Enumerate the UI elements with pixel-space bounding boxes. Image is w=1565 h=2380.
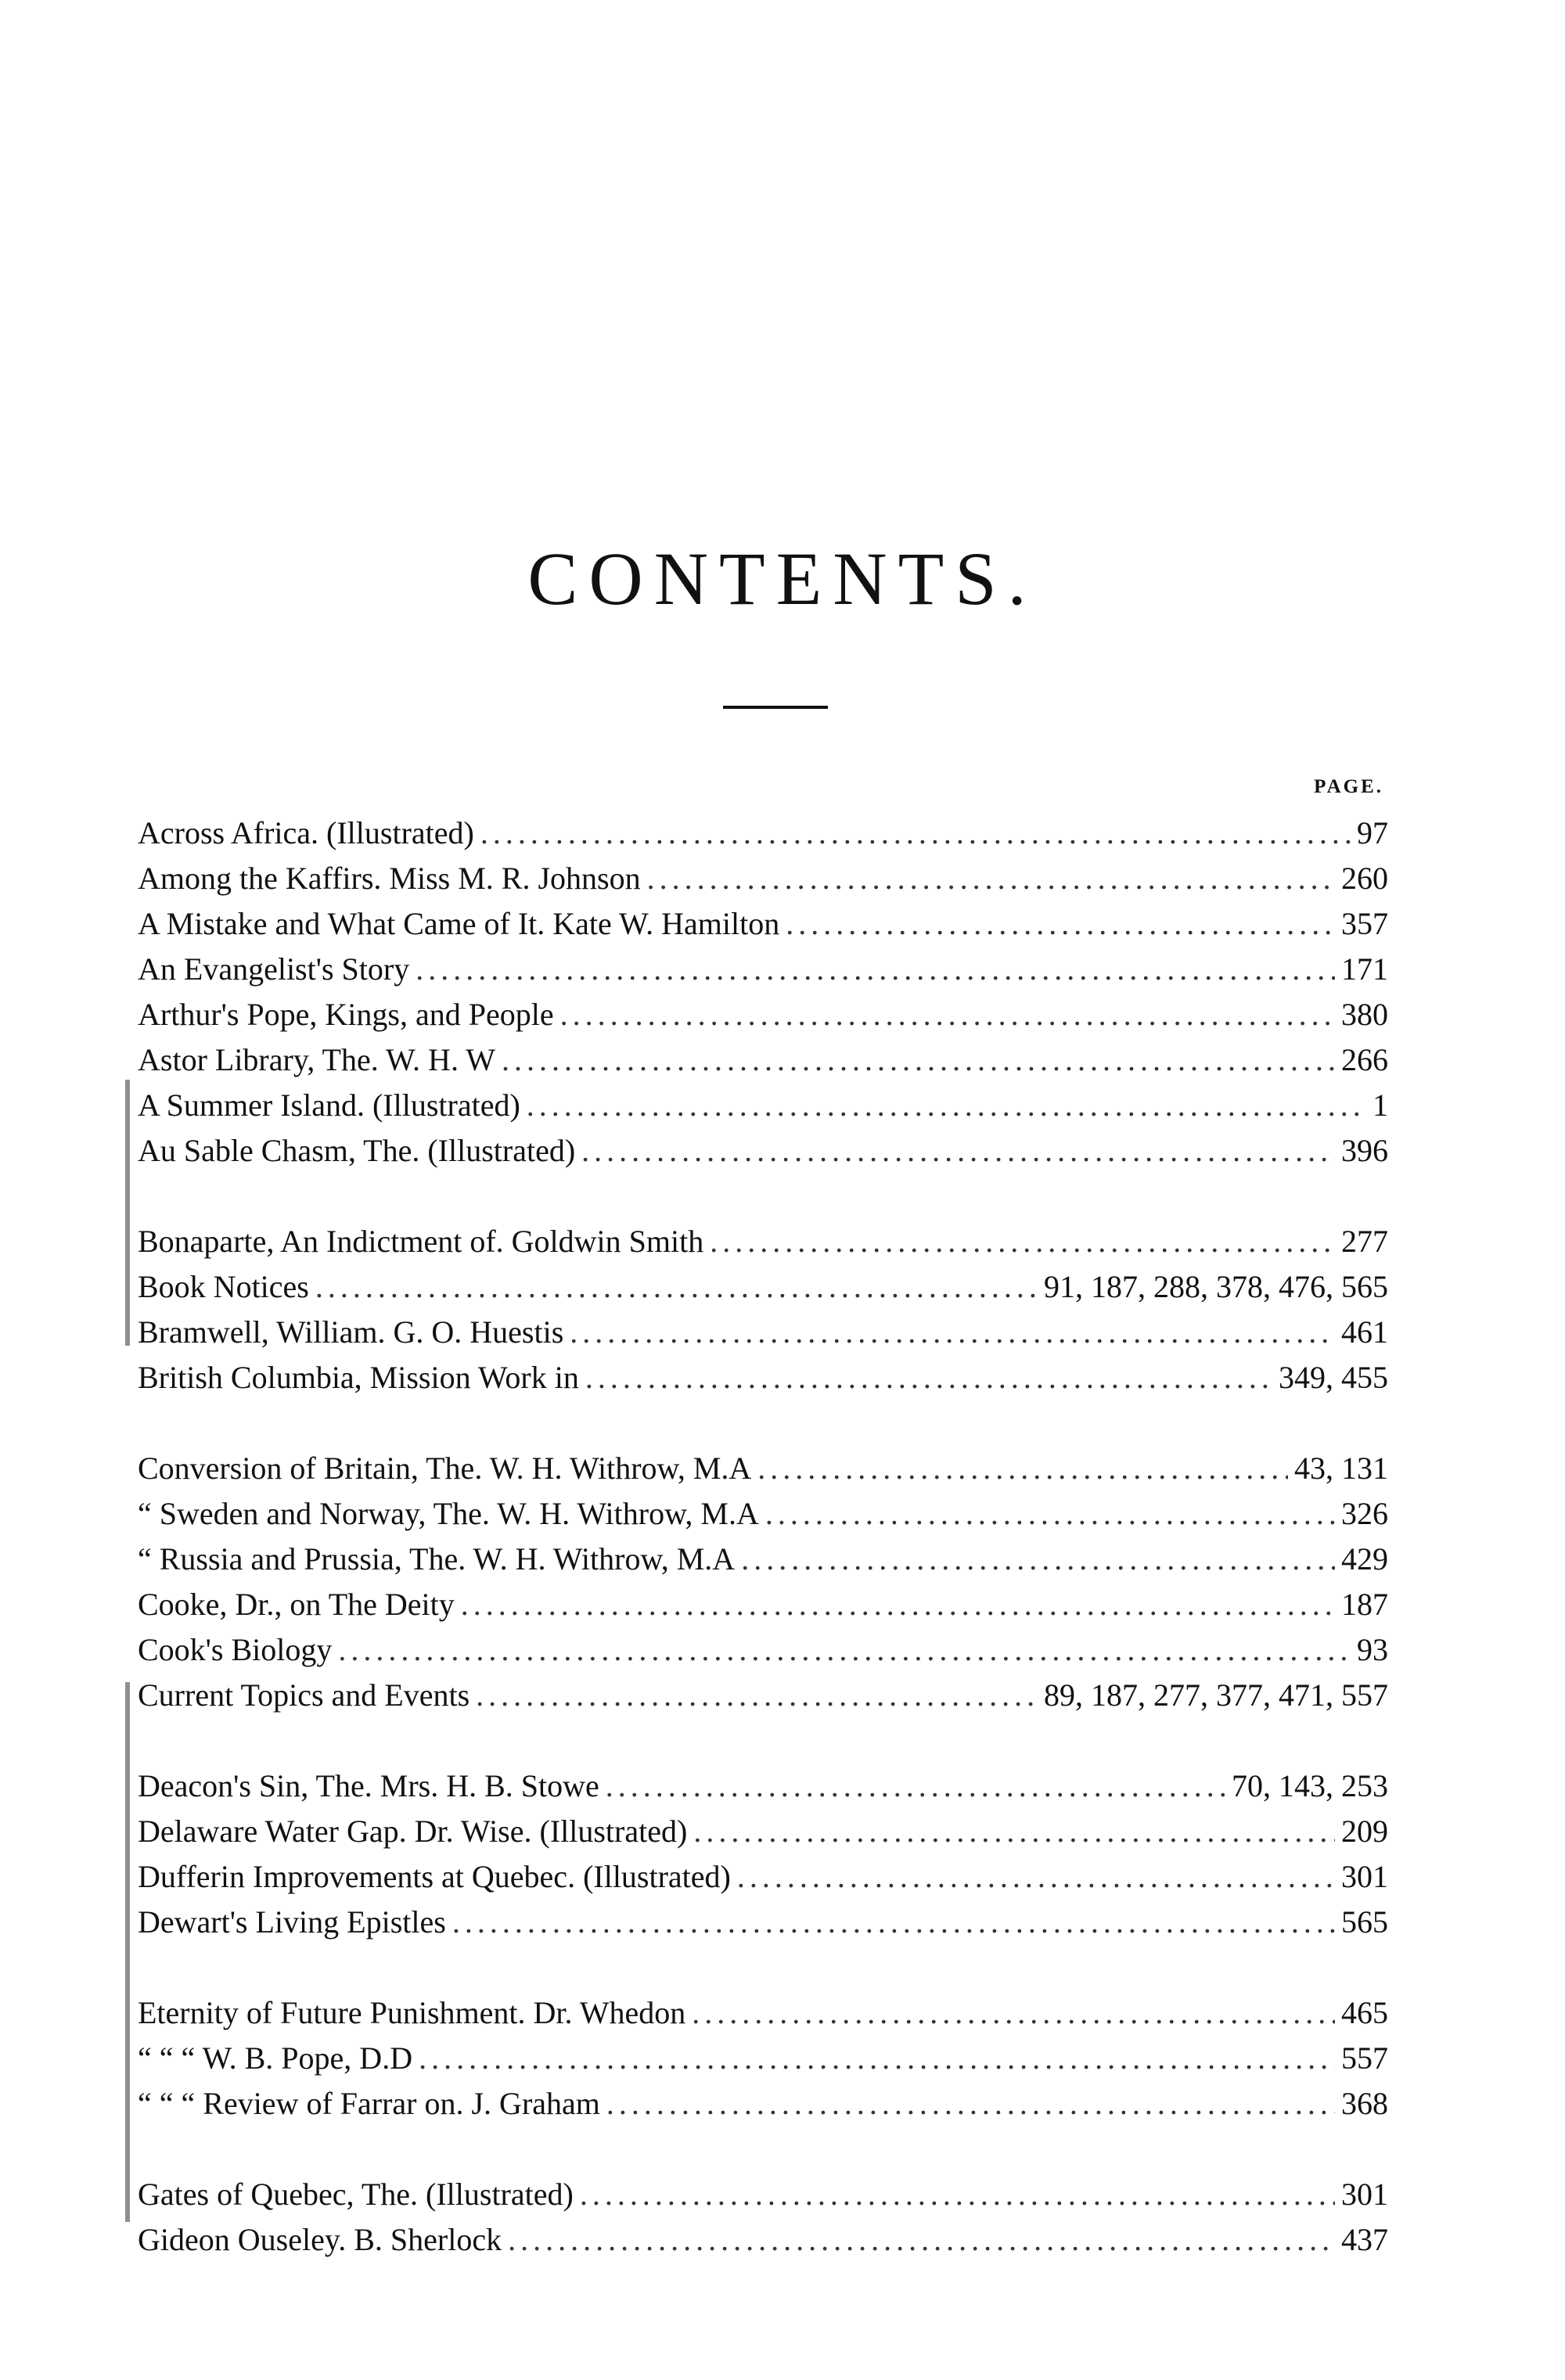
dot-leader bbox=[585, 1355, 1272, 1400]
contents-entry bbox=[138, 1537, 1388, 1582]
contents-group bbox=[138, 1446, 1388, 1718]
contents-entry bbox=[138, 1763, 1388, 1809]
entry-page-number: 1 bbox=[1373, 1088, 1388, 1123]
entry-title: Gideon Ouseley. B. Sherlock bbox=[138, 2222, 502, 2257]
entry-page-number: 266 bbox=[1341, 1042, 1388, 1077]
contents-entry bbox=[138, 1582, 1388, 1627]
entry-title: A Summer Island. (Illustrated) bbox=[138, 1088, 520, 1123]
entry-title: Dewart's Living Epistles bbox=[138, 1904, 446, 1940]
entry-page-number: 357 bbox=[1341, 906, 1388, 941]
entry-title: “ “ “ W. B. Pope, D.D bbox=[138, 2040, 413, 2076]
dot-leader bbox=[581, 1128, 1335, 1174]
entry-page-number: 461 bbox=[1341, 1314, 1388, 1350]
entry-title: Across Africa. (Illustrated) bbox=[138, 815, 474, 850]
entry-title: Delaware Water Gap. Dr. Wise. (Illustrated) bbox=[138, 1814, 688, 1849]
contents-entry bbox=[138, 1900, 1388, 1945]
entry-page-number: 465 bbox=[1341, 1995, 1388, 2030]
contents-entry bbox=[138, 1446, 1388, 1491]
contents-entry bbox=[138, 2217, 1388, 2263]
dot-leader bbox=[419, 2036, 1335, 2081]
contents-entry bbox=[138, 1128, 1388, 1174]
entry-page-number: 396 bbox=[1341, 1133, 1388, 1168]
contents-entry bbox=[138, 947, 1388, 992]
entry-page-number: 70, 143, 253 bbox=[1232, 1768, 1388, 1803]
dot-leader bbox=[710, 1219, 1335, 1264]
contents-group bbox=[138, 1763, 1388, 1945]
dot-leader bbox=[737, 1854, 1335, 1900]
dot-leader bbox=[786, 901, 1335, 947]
entry-title: An Evangelist's Story bbox=[138, 951, 410, 987]
entry-title: “ Russia and Prussia, The. W. H. Withrow, M.A bbox=[138, 1541, 736, 1576]
contents-entry bbox=[138, 1990, 1388, 2036]
contents-entry bbox=[138, 1355, 1388, 1400]
contents-list bbox=[138, 811, 1388, 2308]
entry-title: Cooke, Dr., on The Deity bbox=[138, 1587, 455, 1622]
title-rule bbox=[723, 706, 828, 709]
entry-page-number: 171 bbox=[1341, 951, 1388, 987]
dot-leader bbox=[692, 1990, 1335, 2036]
entry-title: Among the Kaffirs. Miss M. R. Johnson bbox=[138, 861, 641, 896]
contents-entry bbox=[138, 856, 1388, 901]
dot-leader bbox=[527, 1083, 1366, 1128]
entry-page-number: 349, 455 bbox=[1279, 1360, 1388, 1395]
contents-entry bbox=[138, 1627, 1388, 1673]
dot-leader bbox=[315, 1264, 1038, 1310]
dot-leader bbox=[606, 2081, 1335, 2127]
entry-title: British Columbia, Mission Work in bbox=[138, 1360, 579, 1395]
entry-page-number: 209 bbox=[1341, 1814, 1388, 1849]
entry-title: Astor Library, The. W. H. W bbox=[138, 1042, 495, 1077]
contents-entry bbox=[138, 1264, 1388, 1310]
contents-entry bbox=[138, 1673, 1388, 1718]
page-column-heading: PAGE. bbox=[1314, 776, 1383, 797]
entry-title: Eternity of Future Punishment. Dr. Whedon bbox=[138, 1995, 686, 2030]
dot-leader bbox=[508, 2217, 1335, 2263]
entry-page-number: 326 bbox=[1341, 1496, 1388, 1531]
entry-title: Deacon's Sin, The. Mrs. H. B. Stowe bbox=[138, 1768, 599, 1803]
entry-page-number: 368 bbox=[1341, 2086, 1388, 2121]
dot-leader bbox=[757, 1446, 1288, 1491]
dot-leader bbox=[647, 856, 1335, 901]
dot-leader bbox=[606, 1763, 1225, 1809]
entry-page-number: 301 bbox=[1341, 1859, 1388, 1894]
contents-entry bbox=[138, 1083, 1388, 1128]
entry-title: Bonaparte, An Indictment of. Goldwin Smith bbox=[138, 1224, 704, 1259]
dot-leader bbox=[502, 1037, 1335, 1083]
contents-entry bbox=[138, 1037, 1388, 1083]
dot-leader bbox=[461, 1582, 1335, 1627]
entry-page-number: 260 bbox=[1341, 861, 1388, 896]
contents-entry bbox=[138, 901, 1388, 947]
entry-page-number: 89, 187, 277, 377, 471, 557 bbox=[1044, 1677, 1388, 1713]
entry-title: Conversion of Britain, The. W. H. Withrow, M.A bbox=[138, 1451, 752, 1486]
entry-title: Cook's Biology bbox=[138, 1632, 333, 1667]
dot-leader bbox=[693, 1809, 1335, 1854]
entry-page-number: 93 bbox=[1357, 1632, 1388, 1667]
dot-leader bbox=[480, 811, 1351, 856]
entry-page-number: 565 bbox=[1341, 1904, 1388, 1940]
entry-page-number: 187 bbox=[1341, 1587, 1388, 1622]
entry-title: Bramwell, William. G. O. Huestis bbox=[138, 1314, 564, 1350]
entry-page-number: 437 bbox=[1341, 2222, 1388, 2257]
entry-title: Arthur's Pope, Kings, and People bbox=[138, 997, 554, 1032]
dot-leader bbox=[580, 2172, 1335, 2217]
contents-entry bbox=[138, 992, 1388, 1037]
entry-page-number: 91, 187, 288, 378, 476, 565 bbox=[1044, 1269, 1388, 1304]
contents-entry bbox=[138, 1809, 1388, 1854]
entry-page-number: 380 bbox=[1341, 997, 1388, 1032]
entry-title: Gates of Quebec, The. (Illustrated) bbox=[138, 2177, 574, 2212]
entry-page-number: 557 bbox=[1341, 2040, 1388, 2076]
entry-page-number: 429 bbox=[1341, 1541, 1388, 1576]
dot-leader bbox=[338, 1627, 1351, 1673]
entry-title: Au Sable Chasm, The. (Illustrated) bbox=[138, 1133, 576, 1168]
contents-entry bbox=[138, 1219, 1388, 1264]
dot-leader bbox=[570, 1310, 1335, 1355]
entry-page-number: 43, 131 bbox=[1294, 1451, 1388, 1486]
binding-edge-mark bbox=[125, 1080, 130, 1346]
contents-entry bbox=[138, 1310, 1388, 1355]
binding-edge-mark bbox=[125, 1682, 130, 2222]
contents-group bbox=[138, 1990, 1388, 2127]
dot-leader bbox=[765, 1491, 1335, 1537]
dot-leader bbox=[416, 947, 1335, 992]
contents-group bbox=[138, 2172, 1388, 2263]
contents-entry bbox=[138, 2172, 1388, 2217]
dot-leader bbox=[741, 1537, 1335, 1582]
entry-title: Dufferin Improvements at Quebec. (Illustrated) bbox=[138, 1859, 731, 1894]
entry-page-number: 301 bbox=[1341, 2177, 1388, 2212]
contents-entry bbox=[138, 2081, 1388, 2127]
dot-leader bbox=[452, 1900, 1335, 1945]
entry-title: Book Notices bbox=[138, 1269, 309, 1304]
contents-entry bbox=[138, 2036, 1388, 2081]
contents-group bbox=[138, 811, 1388, 1174]
contents-entry bbox=[138, 811, 1388, 856]
entry-title: A Mistake and What Came of It. Kate W. Hamilton bbox=[138, 906, 780, 941]
dot-leader bbox=[560, 992, 1335, 1037]
page-title: CONTENTS. bbox=[527, 537, 1038, 620]
entry-page-number: 97 bbox=[1357, 815, 1388, 850]
entry-title: “ Sweden and Norway, The. W. H. Withrow, M.A bbox=[138, 1496, 759, 1531]
contents-entry bbox=[138, 1491, 1388, 1537]
entry-page-number: 277 bbox=[1341, 1224, 1388, 1259]
entry-title: “ “ “ Review of Farrar on. J. Graham bbox=[138, 2086, 600, 2121]
entry-title: Current Topics and Events bbox=[138, 1677, 470, 1713]
contents-group bbox=[138, 1219, 1388, 1400]
contents-entry bbox=[138, 1854, 1388, 1900]
dot-leader bbox=[476, 1673, 1038, 1718]
